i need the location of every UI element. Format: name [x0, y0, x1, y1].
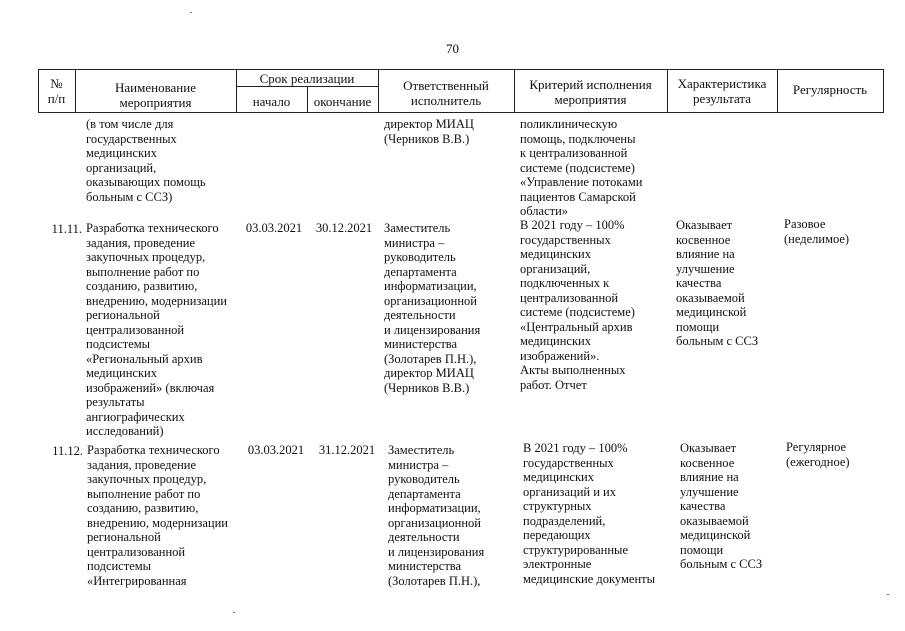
header-responsible: Ответственный исполнитель [403, 78, 489, 108]
page-number: 70 [446, 41, 459, 56]
row-continuation-criterion: поликлиническую помощь, подключены к централизованной системе (подсистеме) «Управление потоками пациентов Самарской области» [520, 117, 643, 218]
row-11-11-responsible: Заместитель министра – руководитель департамента информатизации, организационной деятельности и лицензирования министерства (Золотарев П.Н.), директор МИАЦ (Черников В.В.) [384, 221, 481, 395]
row-11-11-result: Оказывает косвенное влияние на улучшение качества оказываемой медицинской помощи больным с ССЗ [676, 218, 759, 348]
row-11-11-regularity: Разовое (неделимое) [784, 217, 850, 246]
row-11-12-start: 03.03.2021 [247, 443, 305, 457]
row-11-12-num: 11.12. [52, 444, 83, 458]
row-11-12-criterion: В 2021 году – 100% государственных медицинских организаций и их структурных подразделений, передающих структурированные электронные медицинские документы [523, 441, 655, 586]
row-11-12-name: Разработка технического задания, проведение закупочных процедур, выполнение работ по созданию, развитию, внедрению, модернизации региональной централизованной подсистемы «Интегрированная [87, 443, 228, 588]
row-11-11-num: 11.11. [51, 222, 82, 236]
row-11-12-responsible: Заместитель министра – руководитель департамента информатизации, организационной деятельности и лицензирования министерства (Золотарев П.Н.), [388, 443, 485, 588]
row-11-12-regularity: Регулярное (ежегодное) [786, 440, 850, 469]
header-regularity: Регулярность [792, 82, 868, 97]
row-continuation-responsible: директор МИАЦ (Черников В.В.) [384, 117, 474, 146]
row-11-11-start: 03.03.2021 [245, 221, 303, 235]
col-border-right [883, 69, 884, 113]
scan-speck [190, 12, 192, 13]
header-start: начало [252, 94, 291, 109]
row-11-11-end: 30.12.2021 [315, 221, 373, 235]
row-11-11-criterion: В 2021 году – 100% государственных медицинских организаций, подключенных к централизованной системе (подсистеме) «Центральный архив медицинских изображений». Акты выполненных работ. Отчет [520, 218, 635, 392]
header-criterion: Критерий исполнения мероприятия [529, 77, 652, 107]
header-num: № п/п [47, 76, 66, 106]
table-top-border [38, 69, 884, 70]
row-continuation-name: (в том числе для государственных медицинских организаций, оказывающих помощь больным с ССЗ) [86, 117, 206, 204]
header-bottom-border [38, 112, 884, 113]
header-name: Наименование мероприятия [115, 80, 196, 110]
row-11-12-end: 31.12.2021 [318, 443, 376, 457]
scan-speck [887, 594, 889, 595]
row-11-11-name: Разработка технического задания, проведение закупочных процедур, выполнение работ по созданию, развитию, внедрению, модернизации региональной централизованной подсистемы «Региональный архив медицинских изображений» (включая результаты ангиографических исследований) [86, 221, 227, 438]
scan-speck [233, 612, 235, 613]
header-term: Срок реализации [259, 71, 355, 86]
header-result: Характеристика результата [677, 76, 767, 106]
row-11-12-result: Оказывает косвенное влияние на улучшение качества оказываемой медицинской помощи больным с ССЗ [680, 441, 763, 571]
header-end: окончание [313, 94, 372, 109]
